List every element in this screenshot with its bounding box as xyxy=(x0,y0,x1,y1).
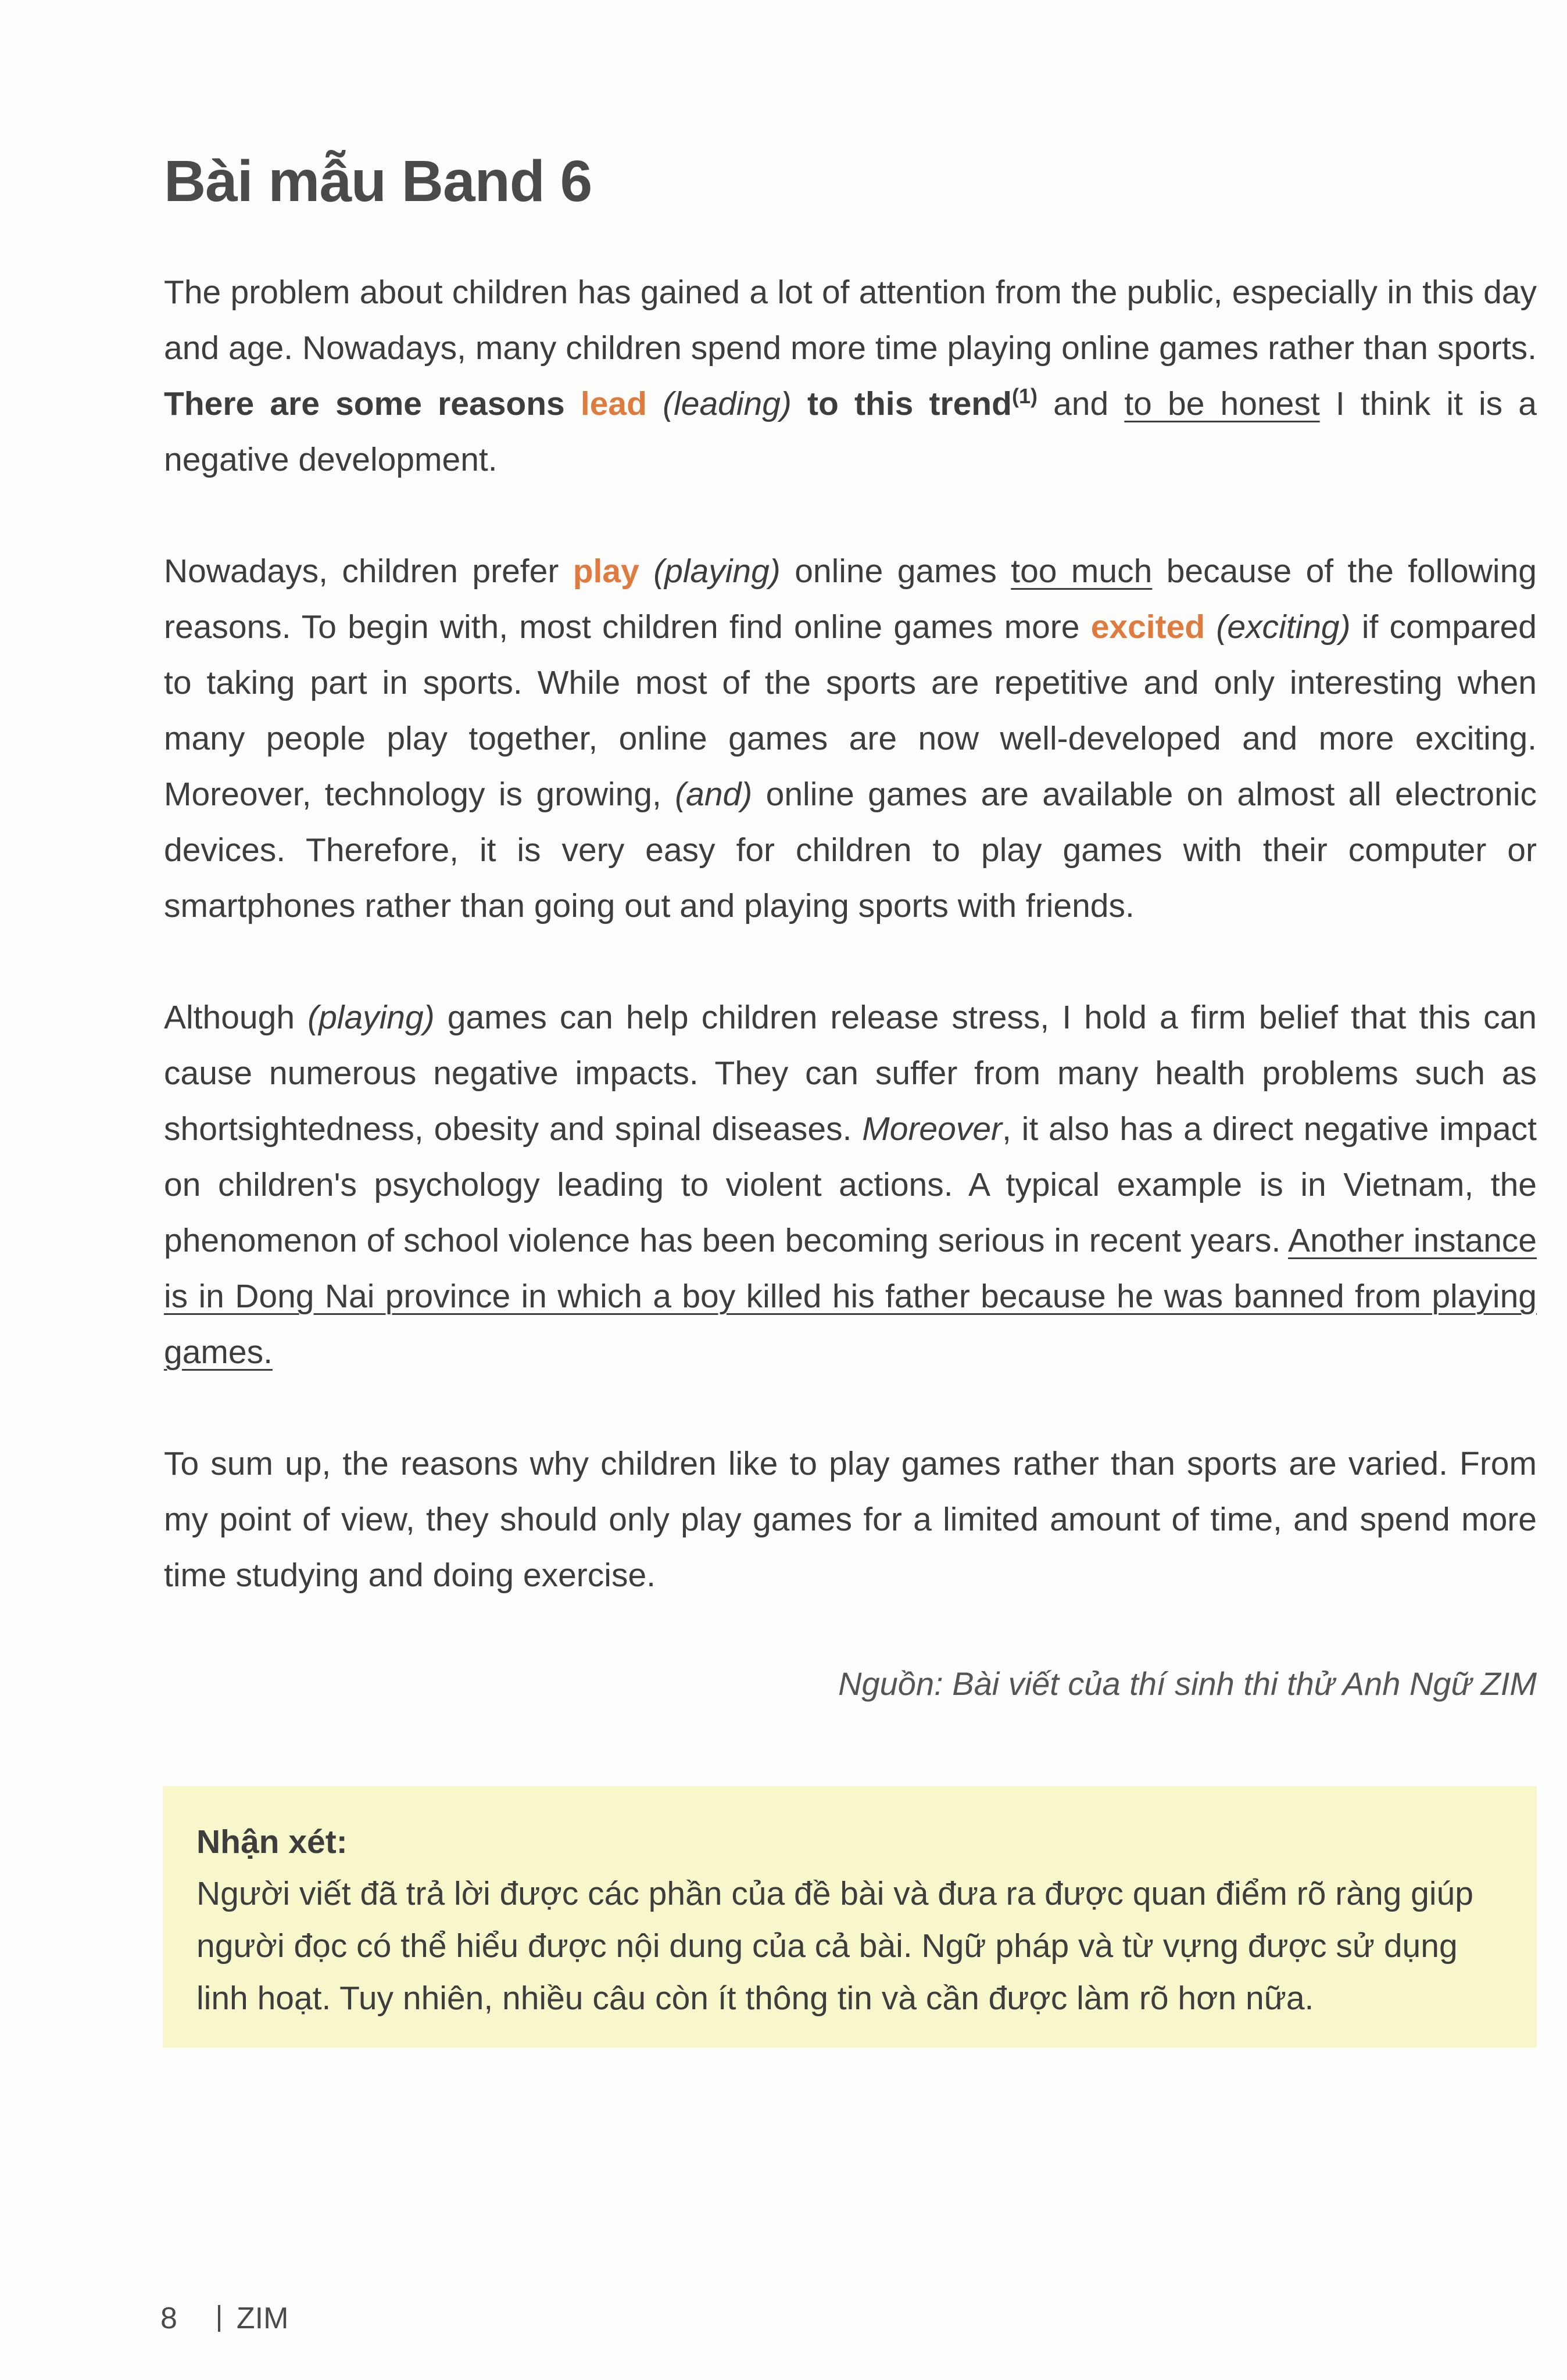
bold-phrase: to this trend xyxy=(807,385,1012,422)
underlined-phrase: to be honest xyxy=(1124,385,1320,422)
correction-word: (and) xyxy=(675,776,753,813)
correction-word: (exciting) xyxy=(1205,608,1351,646)
essay-paragraph-4 xyxy=(164,1436,1537,1603)
correction-word: (playing) xyxy=(307,999,435,1036)
underlined-phrase: Another instance is in Dong Nai province in which a boy killed his father because he was banned from playing games. xyxy=(164,1222,1537,1371)
source-citation: Nguồn: Bài viết của thí sinh thi thử Anh Ngữ ZIM xyxy=(838,1665,1537,1702)
text-run: , it also has a direct negative impact on children's psychology leading to violent actions. A typical example is in Vietnam, the phenomenon of school violence has been becoming serious in recent years. xyxy=(164,1110,1537,1259)
correction-word: Moreover xyxy=(862,1110,1003,1148)
text-run: games can help children release stress, I hold a firm belief that this can cause numerous negative impacts. They can suffer from many health problems such as shortsightedness, obesity and spinal diseases. xyxy=(164,999,1537,1148)
error-word: lead xyxy=(580,385,647,422)
essay-body xyxy=(164,264,1537,1603)
correction-word: (playing) xyxy=(639,553,781,590)
page-number: 8 xyxy=(160,2302,177,2335)
review-box xyxy=(163,1786,1537,2048)
essay-paragraph-1 xyxy=(164,264,1537,488)
page-footer xyxy=(160,2301,288,2336)
text-run: Nowadays, children prefer xyxy=(164,553,573,590)
footer-brand: ZIM xyxy=(236,2302,289,2335)
review-text: Người viết đã trả lời được các phần của đề bài và đưa ra được quan điểm rõ ràng giúp người đọc có thể hiểu được nội dung của cả bài. Ngữ pháp và từ vựng được sử dụng linh hoạt. Tuy nhiên, nhiều câu còn ít thông tin và cần được làm rõ hơn nữa. xyxy=(196,1875,1473,2017)
footer-divider xyxy=(218,2305,220,2332)
review-heading: Nhận xét: xyxy=(196,1823,348,1861)
text-run: online games are available on almost all electronic devices. Therefore, it is very easy for children to play games with their computer or smartphones rather than going out and playing sports with friends. xyxy=(164,776,1537,924)
underlined-phrase: too much xyxy=(1011,553,1153,590)
error-word: excited xyxy=(1090,608,1205,646)
text-run: The problem about children has gained a lot of attention from the public, especially in this day and age. Nowadays, many children spend more time playing online games rather than sports. xyxy=(164,274,1537,367)
text-run: because of the following reasons. To begin with, most children find online games more xyxy=(164,553,1537,646)
essay-paragraph-2 xyxy=(164,543,1537,934)
text-run: online games xyxy=(780,553,1011,590)
essay-paragraph-3 xyxy=(164,990,1537,1380)
text-run: I think it is a negative development. xyxy=(164,385,1537,478)
text-run: To sum up, the reasons why children like to play games rather than sports are varied. From my point of view, they should only play games for a limited amount of time, and spend more time studying and doing exercise. xyxy=(164,1445,1537,1594)
text-run: and xyxy=(1037,385,1125,422)
correction-word: (leading) xyxy=(646,385,808,422)
bold-phrase: There are some reasons xyxy=(164,385,581,422)
page-title: Bài mẫu Band 6 xyxy=(164,149,592,214)
error-word: play xyxy=(573,553,639,590)
text-run: if compared to taking part in sports. While most of the sports are repetitive and only interesting when many people play together, online games are now well-developed and more exciting. Moreover, technology is growing, xyxy=(164,608,1537,813)
footnote-marker: (1) xyxy=(1011,384,1037,408)
text-run: Although xyxy=(164,999,308,1036)
